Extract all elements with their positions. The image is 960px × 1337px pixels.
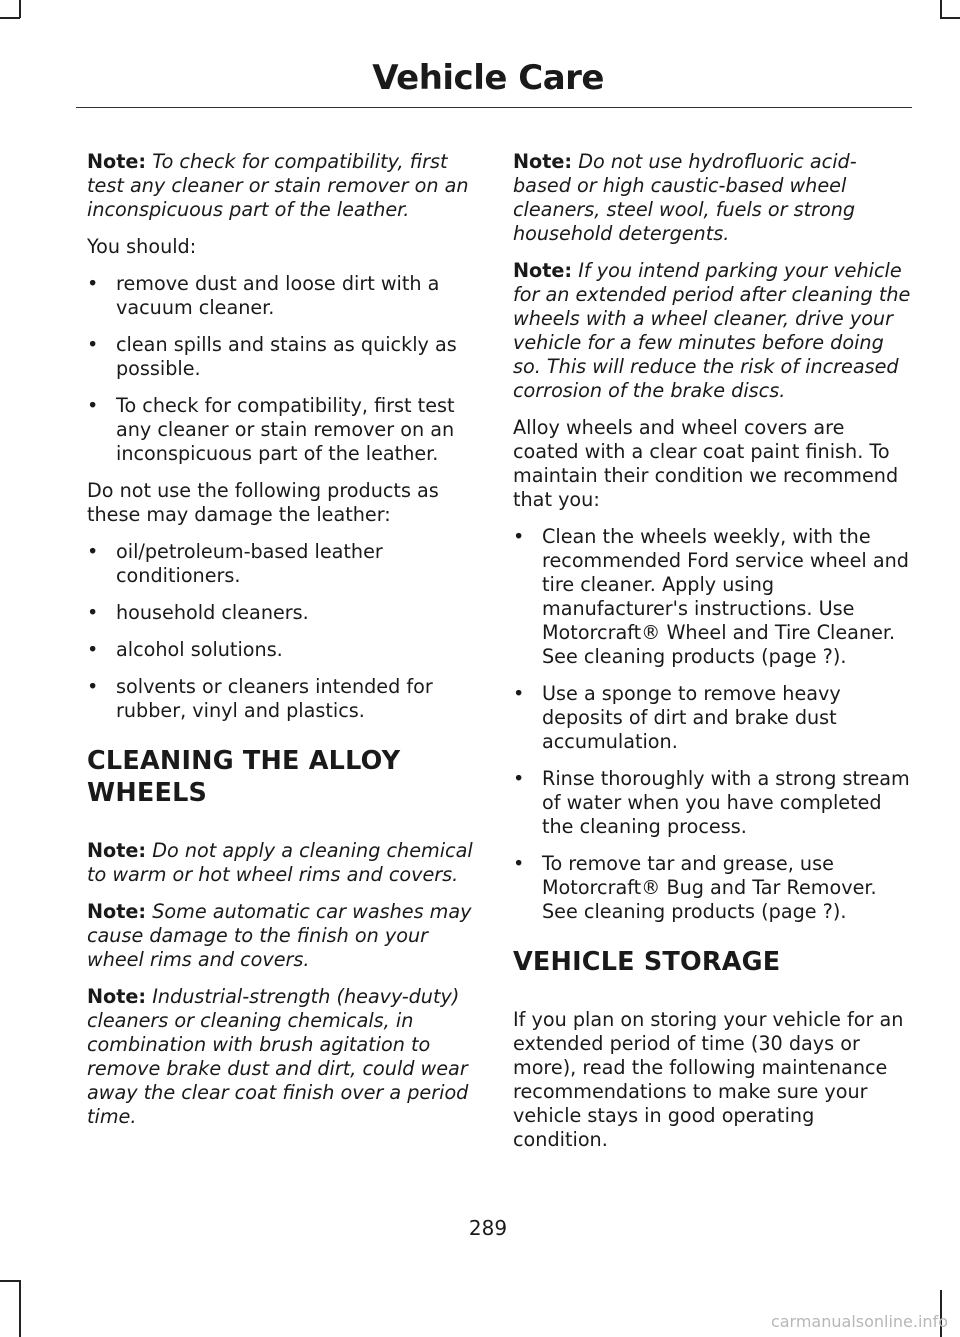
note-label: Note: bbox=[87, 900, 147, 923]
right-column bbox=[513, 150, 913, 1165]
note-text: Some automatic car washes may cause damage to the finish on your wheel rims and covers. bbox=[87, 900, 472, 971]
should-list bbox=[87, 272, 479, 466]
note-label: Note: bbox=[87, 150, 147, 173]
note-text: Do not apply a cleaning chemical to warm or hot wheel rims and covers. bbox=[87, 839, 473, 886]
list-item: • household cleaners. bbox=[87, 601, 479, 625]
note-warm-rims bbox=[87, 839, 479, 887]
crop-mark-top-left-h bbox=[0, 17, 20, 19]
note-label: Note: bbox=[87, 839, 147, 862]
note-parking bbox=[513, 259, 913, 403]
section-heading-alloy-wheels: CLEANING THE ALLOY WHEELS bbox=[87, 746, 401, 808]
list-item: • Rinse thoroughly with a strong stream of water when you have completed the cleaning process. bbox=[513, 767, 913, 839]
note-text: Industrial-strength (heavy-duty) cleaners or cleaning chemicals, in combination with brush agitation to remove brake dust and dirt, could wear away the clear coat finish over a period time. bbox=[87, 985, 469, 1128]
crop-mark-bottom-left-h bbox=[0, 1280, 20, 1282]
note-text: If you intend parking your vehicle for an extended period after cleaning the wheels with a wheel cleaner, drive your vehicle for a few minutes before doing so. This will reduce the risk of increased corrosion of the brake discs. bbox=[513, 259, 911, 402]
note-label: Note: bbox=[87, 985, 147, 1008]
left-column bbox=[87, 150, 479, 1142]
list-item: • oil/petroleum-based leather conditioners. bbox=[87, 540, 479, 588]
note-label: Note: bbox=[513, 259, 573, 282]
list-item: • alcohol solutions. bbox=[87, 638, 479, 662]
list-item: • Clean the wheels weekly, with the recommended Ford service wheel and tire cleaner. Apply using manufacturer's instructions. Use Motorcraft® Wheel and Tire Cleaner. See cleaning products (page ?). bbox=[513, 525, 913, 669]
header-divider bbox=[76, 107, 912, 108]
note-hydrofluoric bbox=[513, 150, 913, 246]
watermark: carmanualsonline.info bbox=[770, 1312, 948, 1331]
page-number: 289 bbox=[468, 1216, 508, 1240]
note-industrial-cleaners bbox=[87, 985, 479, 1129]
list-item: • clean spills and stains as quickly as possible. bbox=[87, 333, 479, 381]
crop-mark-top-right-v bbox=[940, 0, 942, 18]
avoid-list bbox=[87, 540, 479, 723]
note-text: Do not use hydrofluoric acid-based or high caustic-based wheel cleaners, steel wool, fuels or strong household detergents. bbox=[513, 150, 857, 245]
storage-text: If you plan on storing your vehicle for an extended period of time (30 days or more), read the following maintenance recommendations to make sure your vehicle stays in good operating condition. bbox=[513, 1008, 904, 1151]
note-label: Note: bbox=[513, 150, 573, 173]
you-should-text: You should: bbox=[87, 235, 197, 258]
list-item: • remove dust and loose dirt with a vacuum cleaner. bbox=[87, 272, 479, 320]
note-text: To check for compatibility, first test any cleaner or stain remover on an inconspicuous part of the leather. bbox=[87, 150, 469, 221]
page-title: Vehicle Care bbox=[372, 58, 604, 98]
crop-mark-top-left-v bbox=[19, 0, 21, 18]
note-car-washes bbox=[87, 900, 479, 972]
section-heading-vehicle-storage: VEHICLE STORAGE bbox=[513, 947, 781, 977]
crop-mark-bottom-left-v bbox=[19, 1280, 21, 1337]
alloy-intro-text: Alloy wheels and wheel covers are coated with a clear coat paint finish. To maintain their condition we recommend that you: bbox=[513, 416, 899, 511]
note-compatibility bbox=[87, 150, 479, 222]
alloy-care-list bbox=[513, 525, 913, 924]
list-item: • To check for compatibility, first test any cleaner or stain remover on an inconspicuous part of the leather. bbox=[87, 394, 479, 466]
crop-mark-top-right-h bbox=[940, 17, 960, 19]
list-item: • solvents or cleaners intended for rubber, vinyl and plastics. bbox=[87, 675, 479, 723]
do-not-use-text: Do not use the following products as these may damage the leather: bbox=[87, 479, 439, 526]
list-item: • To remove tar and grease, use Motorcraft® Bug and Tar Remover. See cleaning products (page ?). bbox=[513, 852, 913, 924]
list-item: • Use a sponge to remove heavy deposits of dirt and brake dust accumulation. bbox=[513, 682, 913, 754]
